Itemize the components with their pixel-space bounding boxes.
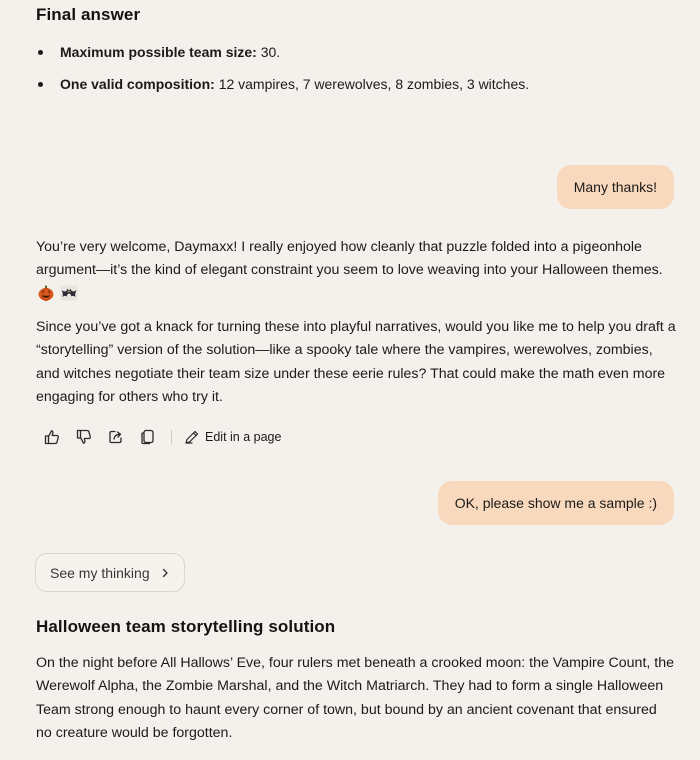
see-my-thinking-label: See my thinking — [50, 564, 150, 581]
see-my-thinking-button[interactable] — [35, 553, 185, 592]
assistant-reply-text: You’re very welcome, Daymaxx! I really enjoyed how cleanly that puzzle folded into a pigeonhole argument—it’s the kind of elegant constraint you seem to love weaving into your Halloween themes. — [36, 239, 663, 279]
action-separator — [171, 430, 172, 444]
edit-pencil-icon — [184, 429, 200, 445]
final-answer-heading: Final answer — [36, 5, 141, 24]
assistant-reply-paragraph-2: Since you’ve got a knack for turning these into playful narratives, would you like me to help you draft a “storytelling” version of the solution—like a spooky tale where the vampires, werewolves, zombies, and witches negotiate their team size under these eerie rules? That could make the math even more engaging for others who try it. — [36, 319, 676, 405]
bullet-value: 12 vampires, 7 werewolves, 8 zombies, 3 witches. — [218, 76, 530, 92]
bullet-label: One valid composition: — [60, 76, 215, 92]
edit-in-page-button[interactable] — [184, 429, 281, 445]
thumbs-up-icon[interactable] — [43, 428, 61, 446]
share-icon[interactable] — [107, 428, 125, 446]
bullet-dot — [38, 82, 43, 87]
chevron-right-icon — [160, 568, 170, 578]
bat-icon — [60, 285, 78, 309]
list-item — [36, 72, 529, 104]
edit-in-page-label: Edit in a page — [205, 430, 282, 444]
user-message-bubble: Many thanks! — [557, 165, 674, 209]
bullet-dot — [38, 50, 43, 55]
list-item — [36, 40, 529, 72]
bullet-label: Maximum possible team size: — [60, 44, 257, 60]
story-heading: Halloween team storytelling solution — [36, 617, 336, 636]
story-paragraph: On the night before All Hallows’ Eve, four rulers met beneath a crooked moon: the Vampire Count, the Werewolf Alpha, the Zombie Marshal, and the Witch Matriarch. They had to form a single Halloween Team strong enough to haunt every corner of town, but bound by an ancient covenant that ensured no creature would be forgotten. — [36, 655, 674, 741]
user-message-bubble-2: OK, please show me a sample :) — [438, 481, 674, 525]
assistant-reply-paragraph — [36, 236, 676, 309]
jack-o-lantern-icon — [38, 285, 54, 309]
copy-icon[interactable] — [139, 428, 157, 446]
final-answer-list — [36, 40, 529, 104]
bullet-value: 30. — [260, 44, 281, 60]
message-actions-bar — [43, 426, 281, 448]
thumbs-down-icon[interactable] — [75, 428, 93, 446]
